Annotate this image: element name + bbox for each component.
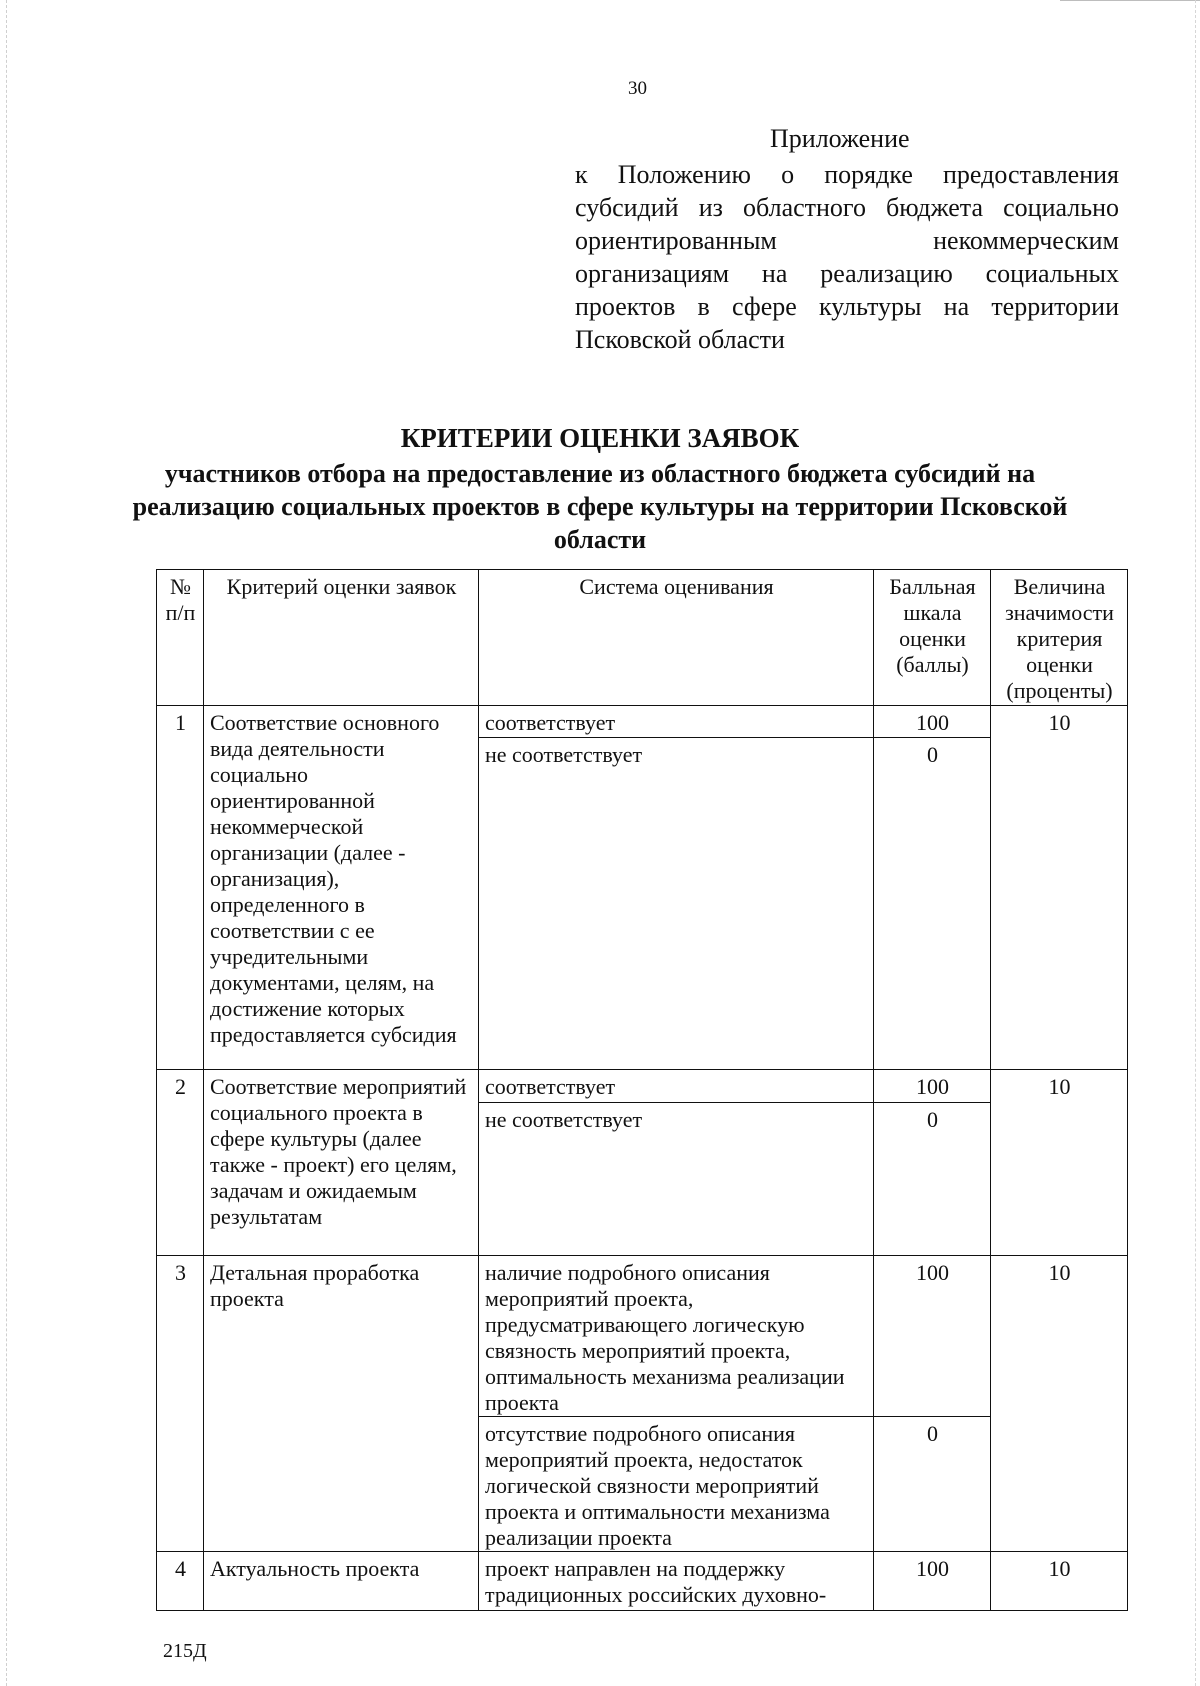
option-score: 100 (874, 1070, 991, 1103)
row-number: 3 (157, 1256, 204, 1552)
row-criterion: Соответствие мероприятий социального проекта в сфере культуры (далее также - проект) его целям, задачам и ожидаемым результатам (204, 1070, 479, 1256)
row-weight: 10 (991, 1256, 1128, 1552)
appendix-text: к Положению о порядке предоставления субсидий из областного бюджета социально ориентированным некоммерческим организациям на реализацию социальных проектов в сфере культуры на территории Псковской области (575, 160, 1119, 354)
document-code: 215Д (163, 1640, 207, 1662)
page-number: 30 (628, 78, 647, 99)
header-number: № п/п (157, 570, 204, 706)
header-criterion: Критерий оценки заявок (204, 570, 479, 706)
option-text: соответствует (479, 706, 874, 738)
table-row (157, 1070, 1128, 1103)
header-evaluation-system: Система оценивания (479, 570, 874, 706)
row-number: 2 (157, 1070, 204, 1256)
option-score: 100 (874, 1256, 991, 1417)
table-header-row (157, 570, 1128, 706)
header-score-scale: Балльная шкала оценки (баллы) (874, 570, 991, 706)
document-title: КРИТЕРИИ ОЦЕНКИ ЗАЯВОК (400, 423, 800, 453)
option-score: 100 (874, 1552, 991, 1611)
option-text: отсутствие подробного описания мероприятий проекта, недостаток логической связности мероприятий проекта и оптимальности механизма реализации проекта (479, 1417, 874, 1552)
row-number: 1 (157, 706, 204, 1070)
option-text: не соответствует (479, 1103, 874, 1256)
row-number: 4 (157, 1552, 204, 1611)
table-row (157, 706, 1128, 738)
row-criterion: Актуальность проекта (204, 1552, 479, 1611)
option-text: соответствует (479, 1070, 874, 1103)
appendix-title: Приложение (770, 124, 910, 153)
option-score: 0 (874, 1103, 991, 1256)
row-weight: 10 (991, 706, 1128, 1070)
option-text: проект направлен на поддержку традиционных российских духовно- (479, 1552, 874, 1611)
row-criterion: Соответствие основного вида деятельности социально ориентированной некоммерческой организации (далее - организация), определенного в соответствии с ее учредительными документами, целям, на достижение которых предоставляется субсидия (204, 706, 479, 1070)
table-row (157, 1256, 1128, 1417)
scan-edge-left (0, 0, 7, 1686)
row-criterion: Детальная проработка проекта (204, 1256, 479, 1552)
table-row (157, 1552, 1128, 1611)
scan-edge-top (1060, 0, 1200, 1)
scan-edge-right (1195, 0, 1196, 1686)
option-text: не соответствует (479, 738, 874, 1070)
option-score: 0 (874, 1417, 991, 1552)
document-subtitle: участников отбора на предоставление из областного бюджета субсидий на реализацию социальных проектов в сфере культуры на территории Псковской области (132, 459, 1068, 554)
row-weight: 10 (991, 1552, 1128, 1611)
option-text: наличие подробного описания мероприятий проекта, предусматривающего логическую связность мероприятий проекта, оптимальность механизма реализации проекта (479, 1256, 874, 1417)
criteria-table (156, 569, 1128, 1611)
option-score: 100 (874, 706, 991, 738)
header-weight: Величина значимости критерия оценки (проценты) (991, 570, 1128, 706)
option-score: 0 (874, 738, 991, 1070)
row-weight: 10 (991, 1070, 1128, 1256)
